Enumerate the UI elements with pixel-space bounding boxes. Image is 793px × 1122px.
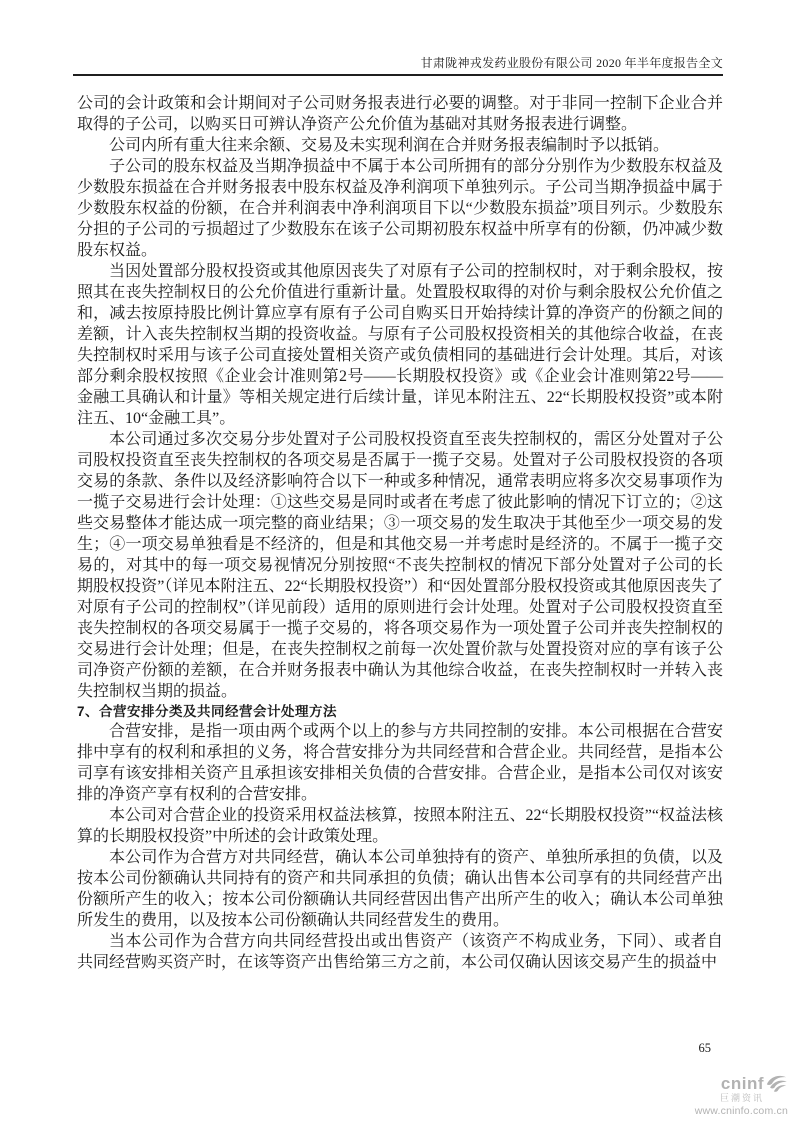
cninfo-url-text: www.cninfo.com.cn: [694, 1105, 788, 1117]
cninfo-brand-text: cninf: [720, 1073, 764, 1093]
paragraph: 合营安排，是指一项由两个或两个以上的参与方共同控制的安排。本公司根据在合营安排中享有的权利和承担的义务，将合营安排分为共同经营和合营企业。共同经营，是指本公司享有该安排相关资产且承担该安排相关负债的合营安排。合营企业，是指本公司仅对该安排的净资产享有权利的合营安排。: [77, 723, 723, 803]
paragraph: 本公司作为合营方对共同经营，确认本公司单独持有的资产、单独所承担的负债，以及按本公司份额确认共同持有的资产和共同承担的负债；确认出售本公司享有的共同经营产出份额所产生的收入；按本公司份额确认共同经营因出售产出所产生的收入；确认本公司单独所发生的费用，以及按本公司份额确认共同经营发生的费用。: [77, 849, 723, 929]
paragraph: 本公司通过多次交易分步处置对子公司股权投资直至丧失控制权的，需区分处置对子公司股权投资直至丧失控制权的各项交易是否属于一揽子交易。处置对子公司股权投资的各项交易的条款、条件以及经济影响符合以下一种或多种情况，通常表明应将多次交易事项作为一揽子交易进行会计处理：①这些交易是同时或者在考虑了彼此影响的情况下订立的；②这些交易整体才能达成一项完整的商业结果；③一项交易的发生取决于其他至少一项交易的发生；④一项交易单独看是不经济的，但是和其他交易一并考虑时是经济的。不属于一揽子交易的，对其中的每一项交易视情况分别按照“不丧失控制权的情况下部分处置对子公司的长期股权投资”（详见本附注五、22“长期股权投资”）和“因处置部分股权投资或其他原因丧失了对原有子公司的控制权”（详见前段）适用的原则进行会计处理。处置对子公司股权投资直至丧失控制权的各项交易属于一揽子交易的，将各项交易作为一项处置子公司并丧失控制权的交易进行会计处理；但是，在丧失控制权之前每一次处置价款与处置投资对应的享有该子公司净资产份额的差额，在合并财务报表中确认为其他综合收益，在丧失控制权时一并转入丧失控制权当期的损益。: [77, 431, 723, 700]
paragraph: 本公司对合营企业的投资采用权益法核算，按照本附注五、22“长期股权投资”“权益法核算的长期股权投资”中所述的会计政策处理。: [77, 807, 723, 845]
paragraph: 子公司的股东权益及当期净损益中不属于本公司所拥有的部分分别作为少数股东权益及少数股东损益在合并财务报表中股东权益及净利润项下单独列示。子公司当期净损益中属于少数股东权益的份额，在合并利润表中净利润项目下以“少数股东损益”项目列示。少数股东分担的子公司的亏损超过了少数股东在该子公司期初股东权益中所享有的份额，仍冲减少数股东权益。: [77, 158, 723, 259]
report-header-title: 甘肃陇神戎发药业股份有限公司 2020 年半年度报告全文: [420, 56, 723, 70]
section-heading: 7、合营安排分类及共同经营会计处理方法: [77, 704, 338, 719]
cninfo-swirl-icon: [766, 1074, 787, 1092]
page-number: 65: [698, 1041, 711, 1055]
document-body: [77, 93, 723, 973]
paragraph: 公司内所有重大往来余额、交易及未实现利润在合并财务报表编制时予以抵销。: [109, 137, 670, 154]
cninfo-caption-text: 巨潮资讯: [719, 1093, 764, 1103]
paragraph: 当因处置部分股权投资或其他原因丧失了对原有子公司的控制权时，对于剩余股权，按照其在丧失控制权日的公允价值进行重新计量。处置股权取得的对价与剩余股权公允价值之和，减去按原持股比例计算应享有原有子公司自购买日开始持续计算的净资产的份额之间的差额，计入丧失控制权当期的投资收益。与原有子公司股权投资相关的其他综合收益，在丧失控制权时采用与该子公司直接处置相关资产或负债相同的基础进行会计处理。其后，对该部分剩余股权按照《企业会计准则第2号——长期股权投资》或《企业会计准则第22号——金融工具确认和计量》等相关规定进行后续计量，详见本附注五、22“长期股权投资”或本附注五、10“金融工具”。: [77, 263, 723, 427]
paragraph: 公司的会计政策和会计期间对子公司财务报表进行必要的调整。对于非同一控制下企业合并取得的子公司，以购买日可辨认净资产公允价值为基础对其财务报表进行调整。: [77, 95, 723, 133]
paragraph: 当本公司作为合营方向共同经营投出或出售资产（该资产不构成业务，下同）、或者自共同经营购买资产时，在该等资产出售给第三方之前，本公司仅确认因该交易产生的损益中: [77, 933, 723, 971]
cninfo-logo: [629, 1074, 789, 1117]
header-rule: [73, 74, 723, 76]
